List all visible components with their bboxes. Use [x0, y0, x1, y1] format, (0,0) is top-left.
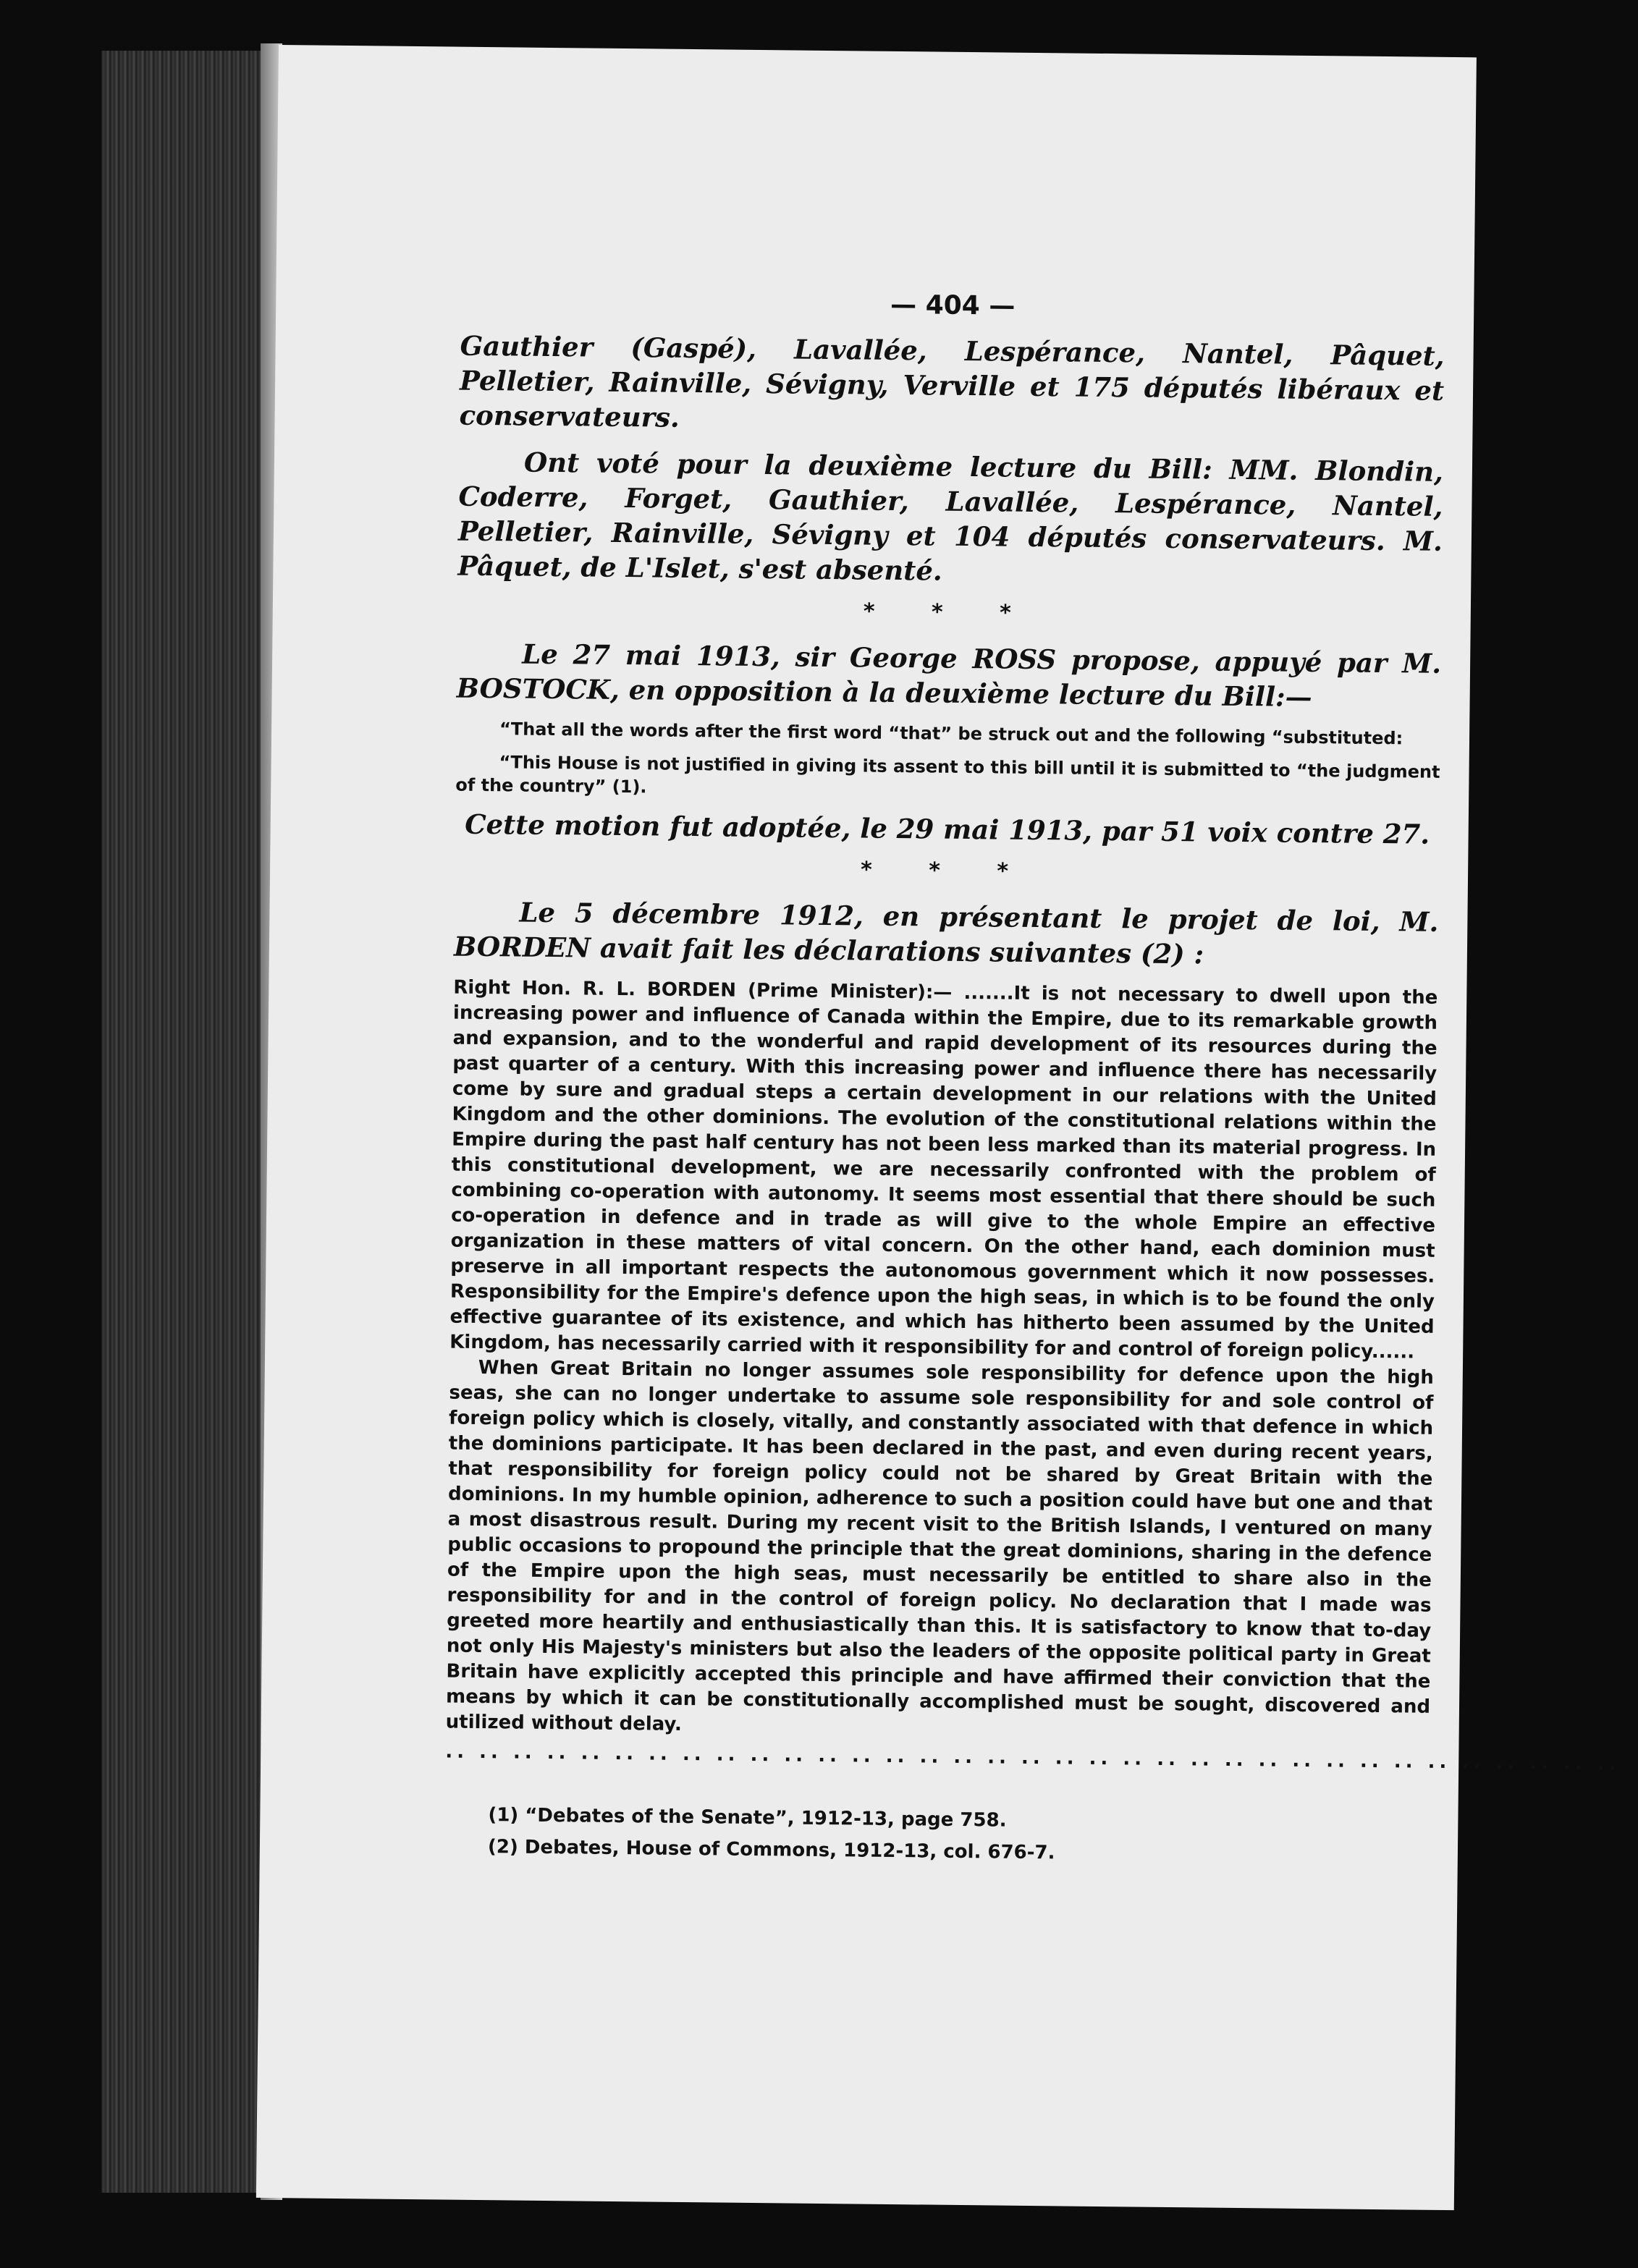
vote-paragraph-1: Gauthier (Gaspé), Lavallée, Lespérance, Nantel, Pâquet, Pelletier, Rainville, Sévigny, Verville et 175 députés libéraux et conservateurs.: [459, 329, 1445, 433]
speaker-name: Right Hon. R. L. BORDEN (Prime Minister):—: [453, 976, 953, 1004]
motion-result: Cette motion fut adoptée, le 29 mai 1913, par 51 voix contre 27.: [464, 808, 1430, 850]
motion-quote-2: “This House is not justified in giving its assent to this bill until it is submitted to “the judgment of the country” (1).: [455, 752, 1440, 797]
footnote-2: (2) Debates, House of Commons, 1912-13, col. 676-7.: [487, 1836, 1055, 1864]
ross-motion-paragraph: Le 27 mai 1913, sir George ROSS propose, appuyé par M. BOSTOCK, en opposition à la deuxième lecture du Bill:—: [456, 638, 1442, 713]
footnote-1: (1) “Debates of the Senate”, 1912-13, page 758.: [488, 1804, 1007, 1832]
page-content: [444, 286, 1621, 1873]
section-divider-1: * * *: [863, 598, 1036, 626]
ellipsis-line: .. .. .. .. .. .. .. .. .. .. .. .. .. .. .. .. .. .. .. .. .. .. .. .. .. .. .. .. .. .. .. .. .. .. ..: [445, 1740, 1621, 1775]
section-divider-2: * * *: [860, 857, 1034, 884]
page-number: — 404 —: [890, 289, 1016, 321]
borden-speech-paragraph-1: [449, 976, 1438, 1366]
document-page: [256, 45, 1621, 2210]
borden-intro-paragraph: Le 5 décembre 1912, en présentant le projet de loi, M. BORDEN avait fait les déclarations suivantes (2) :: [453, 896, 1439, 970]
borden-speech-paragraph-2: When Great Britain no longer assumes sole responsibility for defence upon the high seas, she can no longer undertake to assume sole responsibility for and sole control of foreign policy which is closely, vitally, and constantly associated with that defence in which the dominions participate. It has been declared in the past, and even during recent years, that responsibility for foreign policy could not be shared by Great Britain with the dominions. In my humble opinion, adherence to such a position could have but one and that a most disastrous result. During my recent visit to the British Islands, I ventured on many public occasions to propound the principle that the great dominions, sharing in the defence of the Empire upon the high seas, must necessarily be entitled to share also in the responsibility for and in the control of foreign policy. No declaration that I made was greeted more heartily and enthusiastically than this. It is satisfactory to know that to-day not only His Majesty's ministers but also the leaders of the opposite political party in Great Britain have explicitly accepted this principle and have affirmed their conviction that the means by which it can be constitutionally accomplished must be sought, discovered and utilized without delay.: [445, 1356, 1434, 1735]
speech-text-1: .......It is not necessary to dwell upon the increasing power and influence of Canada within the Empire, due to its remarkable growth and expansion, and to the wonderful and rapid development of its resources during the past quarter of a century. With this increasing power and influence there has necessarily come by sure and gradual steps a certain development in our relations with the United Kingdom and the other dominions. The evolution of the constitutional relations within the Empire during the past half century has not been less marked than its material progress. In this constitutional development, we are necessarily confronted with the problem of combining co-operation with autonomy. It seems most essential that there should be such co-operation in defence and in trade as will give to the whole Empire an effective organization in these matters of vital concern. On the other hand, each dominion must preserve in all important respects the autonomous government which it now possesses. Responsibility for the Empire's defence upon the high seas, in which is to be found the only effective guarantee of its existence, and which has hitherto been assumed by the United Kingdom, has necessarily carried with it responsibility for and control of foreign policy......: [449, 981, 1438, 1363]
book-spine: [101, 51, 275, 2193]
motion-quote-1: “That all the words after the first word “that” be struck out and the following “substituted:: [499, 719, 1403, 749]
vote-paragraph-2: Ont voté pour la deuxième lecture du Bill: MM. Blondin, Coderre, Forget, Gauthier, Lavallée, Lespérance, Nantel, Pelletier, Rainville, Sévigny et 104 députés conservateurs. M. Pâquet, de L'Islet, s'est absenté.: [457, 446, 1444, 587]
